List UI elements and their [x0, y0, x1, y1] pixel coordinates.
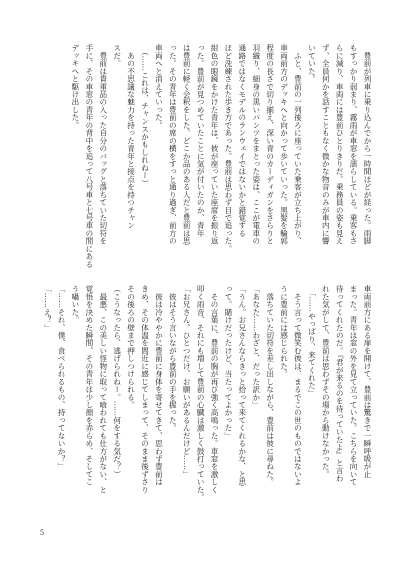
text-line: 「お兄さん、ひとつだけ、お願いがあるんだけど……」: [182, 285, 192, 478]
text-line: うに豊前には感じられた。: [279, 285, 289, 378]
text-line: ほど洗練された歩き方であった。豊前は思わず目で追った。: [223, 44, 233, 253]
text-line: （……これは、チャンスかもしれねー）: [140, 44, 150, 187]
text-line: ふと、豊前の一列後ろに座っていた乗客が立ち上がり、: [293, 44, 303, 245]
lower-text-tier: [34, 285, 374, 511]
text-line: う囁いた。: [70, 285, 80, 324]
page-number: 5: [40, 528, 44, 537]
text-line: 紺色の眼鏡をかけた青年は、彼が座っていた座席を振り返: [210, 44, 220, 245]
text-line: 通路ではなくモデルのランウェイではないかと錯覚する: [237, 44, 247, 237]
text-line: った。豊前が見つめていたことに気が付いたのか、青年: [196, 44, 206, 237]
text-line: もすっかり弱まり、霧雨が車窓を濡らしている。乗客もさ: [349, 44, 359, 245]
text-line: 彼は冷ややかに豊前に身体を寄せてきて、思わず豊前は: [154, 285, 164, 486]
text-line: いていた。: [307, 44, 317, 83]
text-line: スだ。: [112, 44, 122, 68]
text-line: デッキへと駆け出した。: [70, 44, 80, 129]
text-line: 車両前方のデッキへと向かって歩いていった。黒髪を輪郭: [279, 44, 289, 245]
text-line: 豊前は貴重品の入った自分のバッグと落ちていた切符を: [98, 44, 108, 245]
text-line: その後ろの壁まで押しつけられる。: [126, 285, 136, 409]
text-line: 羽織り、細身の黒いパンツをまとった姿は、ここが電車の: [251, 44, 261, 245]
text-line: 車両前方にある扉を開けて、豊前は驚きで一瞬呼吸が止: [363, 285, 372, 478]
text-line: 手に、その車窓の青年の背中を追って八号車と七号車の間にある: [84, 44, 94, 268]
text-line: きめ、その体温を間近に感じてしまって、そのまま後ずさり: [140, 285, 150, 494]
text-line: 彼はそう言いながら豊前の手を握った。: [168, 285, 178, 432]
text-line: そう言って微笑む彼は、まるでこの世のものではないよ: [293, 285, 303, 486]
upper-text-tier: [34, 44, 374, 270]
text-line: れた気がして、豊前は思わずその場から動けなかった。: [321, 285, 331, 478]
text-line: 「……やっぱり、来てくれた」: [307, 285, 317, 397]
text-line: あの不思議な魅力を持った青年と接点を持つチャン: [126, 44, 136, 230]
text-line: （こうなったら、逃げられねー。……何をする気だ？）: [112, 285, 122, 478]
text-line: 車両へと消えていった。: [154, 44, 164, 129]
text-line: 豊前が列車に乗り込んでから一時間ほどが経った。雨脚: [363, 44, 372, 245]
text-line: 覚悟を決めた瞬間、その青年は少し顔を赤らめ、そしてこ: [84, 285, 94, 486]
text-line: った。その青年は豊前の席の横をすっと通り過ぎ、前方の: [168, 44, 178, 245]
text-line: 程度の長さで切り揃え、深い青のカーディガンをさらりと: [265, 44, 275, 245]
text-line: まった。青年は窓の外を見て立っていた。こちらを向いて: [349, 285, 359, 486]
text-line: 「うん。お兄さんならきっと拾って来てくれるかな、と思: [237, 285, 247, 486]
text-line: は豊前に軽く会釈をした。どこか品のある人だと豊前は思: [182, 44, 192, 245]
text-line: 叩く雨音、それにも増して豊前の心臓は激しく鼓打っていた。: [196, 285, 206, 502]
text-line: って。賭けだったけど、当たってよかった」: [223, 285, 233, 440]
text-line: ず、全員何かを話すこともなく微かな物音のみが車内に響: [321, 44, 331, 245]
text-line: 落ちていた切符を差し出しながら、豊前は彼に尋ねた。: [265, 285, 275, 486]
text-line: 待ってくれたのだ。『君が来るのを待っていたよ』と言わ: [335, 285, 345, 482]
text-line: 「あなた……わざと、だった訳か」: [251, 285, 261, 409]
text-line: 「……それ、僕、食べられるもの、持ってないか？」: [57, 285, 67, 471]
text-line: らに減り、車両には豊前ひとりきりだ。乗務員の姿も見え: [335, 44, 345, 245]
text-line: 最悪、この美しい怪物に取って喰われても仕方がない、と: [98, 285, 108, 494]
text-line: その言葉に、豊前の胸が再び強く高鳴った。車窓を激しく: [210, 285, 220, 494]
text-line: 「……え？」: [43, 285, 53, 332]
